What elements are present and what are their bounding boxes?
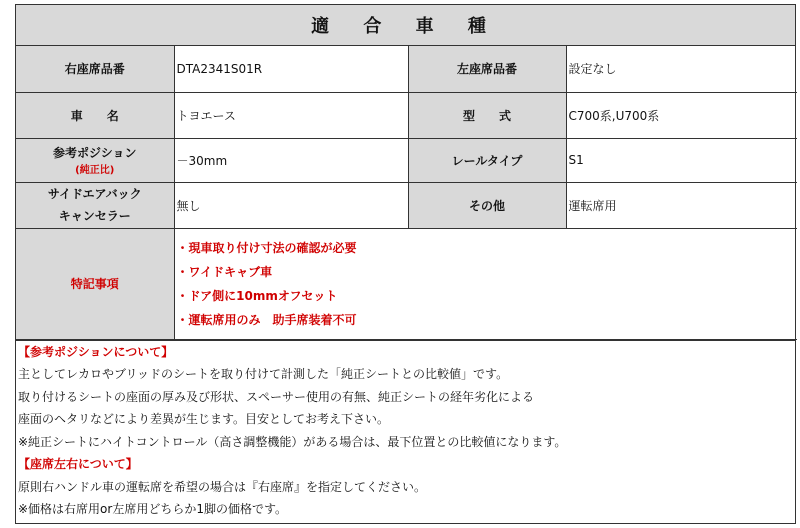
position-label-cell — [16, 138, 174, 182]
table-row — [16, 92, 797, 138]
airbag-label-line1: サイドエアバック — [47, 187, 142, 201]
notes-section — [16, 340, 795, 521]
left-seat-value: 設定なし — [566, 46, 797, 92]
notes-line: ※純正シートにハイトコントロール（高さ調整機能）がある場合は、最下位置との比較値になります。 — [18, 434, 567, 449]
special-notes-label: 特記事項 — [16, 228, 174, 339]
table-row — [16, 228, 797, 339]
rail-type-value: S1 — [566, 138, 797, 182]
airbag-label-cell — [16, 182, 174, 228]
fitment-sheet — [15, 4, 796, 524]
car-name-label: 車 名 — [16, 92, 174, 138]
notes-line: 座面のヘタリなどにより差異が生じます。目安としてお考え下さい。 — [18, 412, 390, 426]
notes-line: 原則右ハンドル車の運転席を希望の場合は『右座席』を指定してください。 — [18, 479, 427, 494]
special-note-item: ・ドア側に10mmオフセット — [176, 288, 338, 303]
car-name-value: トヨエース — [174, 92, 408, 138]
airbag-label-line2: キャンセラー — [58, 209, 131, 223]
seat-side-notes-heading: 【座席左右について】 — [18, 457, 138, 471]
position-sublabel: (純正比) — [75, 165, 115, 176]
other-label: その他 — [408, 182, 566, 228]
special-notes-list — [174, 228, 797, 339]
right-seat-value: DTA2341S01R — [174, 46, 408, 92]
airbag-value: 無し — [174, 182, 408, 228]
table-row — [16, 138, 797, 182]
page-title: 適 合 車 種 — [16, 5, 795, 46]
model-value: C700系,U700系 — [566, 92, 797, 138]
notes-line: ※価格は右席用or左席用どちらか1脚の価格です。 — [18, 502, 288, 516]
special-note-item: ・運転席用のみ 助手席装着不可 — [176, 312, 357, 327]
position-notes-heading: 【参考ポジションについて】 — [18, 344, 174, 359]
special-note-item: ・現車取り付け寸法の確認が必要 — [176, 240, 357, 255]
special-note-item: ・ワイドキャブ車 — [176, 264, 273, 279]
spec-table — [16, 46, 797, 340]
position-value: －30mm — [174, 138, 408, 182]
model-label: 型 式 — [408, 92, 566, 138]
other-value: 運転席用 — [566, 182, 797, 228]
right-seat-label: 右座席品番 — [16, 46, 174, 92]
rail-type-label: レールタイプ — [408, 138, 566, 182]
notes-line: 主としてレカロやブリッドのシートを取り付けて計測した「純正シートとの比較値」です。 — [18, 367, 509, 381]
table-row — [16, 182, 797, 228]
notes-line: 取り付けるシートの座面の厚み及び形状、スペーサー使用の有無、純正シートの経年劣化による — [18, 389, 535, 404]
left-seat-label: 左座席品番 — [408, 46, 566, 92]
table-row — [16, 46, 797, 92]
position-label: 参考ポジション — [53, 146, 137, 160]
